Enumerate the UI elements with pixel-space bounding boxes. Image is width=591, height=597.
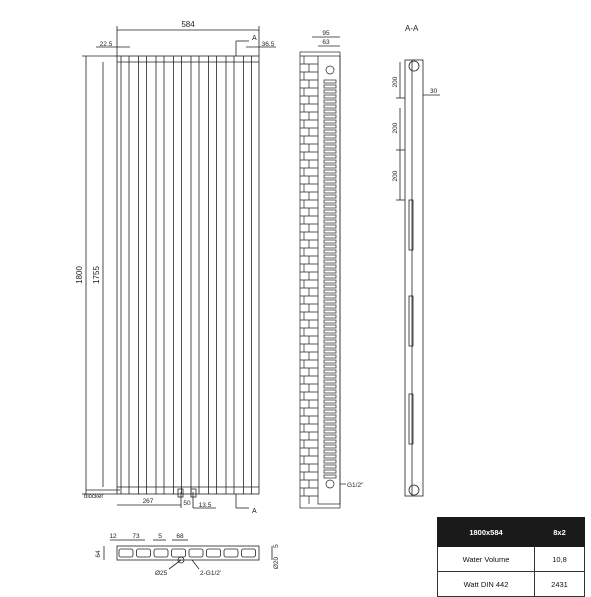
section-marker-bottom: A	[252, 508, 257, 515]
table-row	[438, 547, 585, 572]
spec-row-value: 2431	[535, 572, 585, 597]
side-fin	[324, 350, 336, 353]
side-fin	[324, 230, 336, 233]
diameter-right-label: Ø20	[273, 556, 280, 570]
side-fin	[324, 240, 336, 243]
side-fin	[324, 475, 336, 478]
bottom-tube-section	[137, 549, 151, 557]
side-fin	[324, 165, 336, 168]
spec-table-header	[438, 518, 585, 547]
side-fin	[324, 335, 336, 338]
side-fin	[324, 95, 336, 98]
dim-5-label: 5	[158, 533, 162, 540]
spacing-2-label: 200	[392, 122, 399, 134]
bottom-tube-section	[207, 549, 221, 557]
side-fin	[324, 130, 336, 133]
side-fin	[324, 265, 336, 268]
side-fin	[324, 420, 336, 423]
side-fin	[324, 375, 336, 378]
side-view	[300, 37, 346, 508]
side-fin	[324, 200, 336, 203]
side-fin	[324, 360, 336, 363]
spec-table	[437, 517, 585, 597]
side-fin	[324, 260, 336, 263]
side-fin	[324, 270, 336, 273]
blocker-label: blocker	[84, 494, 104, 500]
side-fin	[324, 160, 336, 163]
side-fin	[324, 450, 336, 453]
side-fin	[324, 190, 336, 193]
side-fin	[324, 400, 336, 403]
dim-12-label: 12	[109, 533, 117, 540]
left-offset-label: 22.5	[99, 41, 113, 48]
bottom-tube-section	[224, 549, 238, 557]
bottom-connection-right	[191, 489, 196, 497]
side-view-fins	[324, 80, 336, 478]
side-fin	[324, 90, 336, 93]
side-fin	[324, 115, 336, 118]
side-top-connection	[326, 66, 334, 74]
side-fin	[324, 295, 336, 298]
section-title: A-A	[405, 24, 419, 33]
side-fin	[324, 140, 336, 143]
front-view	[82, 26, 276, 508]
side-fin	[324, 250, 336, 253]
section-top-tube	[409, 61, 419, 71]
side-fin	[324, 285, 336, 288]
side-fin	[324, 425, 336, 428]
depth-inner-label: 63	[322, 39, 330, 46]
side-fin	[324, 330, 336, 333]
panel-height-label: 1755	[92, 266, 101, 284]
side-fin	[324, 395, 336, 398]
dim-64-label: 64	[95, 550, 102, 558]
side-fin	[324, 280, 336, 283]
spec-header-model: 1800x584	[438, 518, 535, 547]
side-fin	[324, 275, 336, 278]
side-fin	[324, 455, 336, 458]
side-fin	[324, 300, 336, 303]
side-fin	[324, 220, 336, 223]
side-fin	[324, 405, 336, 408]
spacing-1-label: 200	[392, 76, 399, 88]
tube-offset-label: 30	[430, 88, 438, 95]
side-fin	[324, 410, 336, 413]
side-fin	[324, 315, 336, 318]
bottom-connection-label: 2-G1/2'	[200, 570, 222, 577]
side-fin	[324, 145, 336, 148]
side-fin	[324, 185, 336, 188]
side-fin	[324, 415, 336, 418]
side-fin	[324, 155, 336, 158]
bottom-view	[104, 540, 272, 569]
side-fin	[324, 215, 336, 218]
side-fin	[324, 175, 336, 178]
side-fin	[324, 460, 336, 463]
right-offset-label: 36.5	[261, 41, 275, 48]
side-fin	[324, 310, 336, 313]
side-fin	[324, 120, 336, 123]
side-fin	[324, 370, 336, 373]
side-fin	[324, 380, 336, 383]
section-marker-top: A	[252, 35, 257, 42]
spacing-3-label: 200	[392, 170, 399, 182]
side-fin	[324, 205, 336, 208]
side-fin	[324, 345, 336, 348]
side-fin	[324, 365, 336, 368]
dim-5-right-label: 5	[273, 544, 280, 548]
bottom-tube-section	[172, 549, 186, 557]
connection-leader	[192, 560, 199, 569]
bottom-tube-section	[119, 549, 133, 557]
side-fin	[324, 80, 336, 83]
side-fin	[324, 430, 336, 433]
section-view	[396, 60, 440, 496]
width-label: 584	[181, 20, 195, 29]
side-fin	[324, 255, 336, 258]
side-fin	[324, 445, 336, 448]
bottom-tube-section	[154, 549, 168, 557]
side-fin	[324, 235, 336, 238]
table-row	[438, 572, 585, 597]
bottom-view-segments	[119, 549, 256, 557]
side-fin	[324, 435, 336, 438]
section-bottom-tube	[409, 485, 419, 495]
side-fin	[324, 355, 336, 358]
side-fin	[324, 125, 336, 128]
side-fin	[324, 105, 336, 108]
side-fin	[324, 290, 336, 293]
side-fin	[324, 390, 336, 393]
side-fin	[324, 440, 336, 443]
side-fin	[324, 320, 336, 323]
spec-row-value: 10,8	[535, 547, 585, 572]
side-fin	[324, 180, 336, 183]
side-fin	[324, 210, 336, 213]
side-fin	[324, 110, 336, 113]
side-connection-label: G1/2"	[347, 482, 364, 489]
height-label: 1800	[75, 266, 84, 284]
diameter-leader	[169, 560, 181, 569]
side-bottom-connection	[326, 480, 334, 488]
side-fin	[324, 305, 336, 308]
spec-header-config: 8x2	[535, 518, 585, 547]
side-fin	[324, 100, 336, 103]
side-fin	[324, 195, 336, 198]
bottom-gap-label: 50	[183, 500, 191, 507]
side-fin	[324, 225, 336, 228]
side-fin	[324, 465, 336, 468]
dim-68-label: 68	[176, 533, 184, 540]
spec-row-label: Watt DIN 442	[438, 572, 535, 597]
side-fin	[324, 245, 336, 248]
side-fin	[324, 170, 336, 173]
bottom-left-label: 267	[142, 498, 154, 505]
bottom-connection-left	[178, 489, 183, 497]
side-fin	[324, 470, 336, 473]
side-fin	[324, 150, 336, 153]
side-fin	[324, 135, 336, 138]
bottom-tube-section	[189, 549, 203, 557]
side-fin	[324, 340, 336, 343]
side-fin	[324, 325, 336, 328]
side-fin	[324, 85, 336, 88]
side-fin	[324, 385, 336, 388]
depth-total-label: 95	[322, 30, 330, 37]
diameter-label: Ø25	[155, 570, 168, 577]
section-outline	[405, 60, 423, 496]
bottom-tube-section	[242, 549, 256, 557]
spec-row-label: Water Volume	[438, 547, 535, 572]
bottom-right-label: 13.5	[198, 502, 212, 509]
front-view-tubes	[121, 56, 252, 494]
side-view-wall-pattern	[300, 56, 318, 504]
dim-73-label: 73	[132, 533, 140, 540]
